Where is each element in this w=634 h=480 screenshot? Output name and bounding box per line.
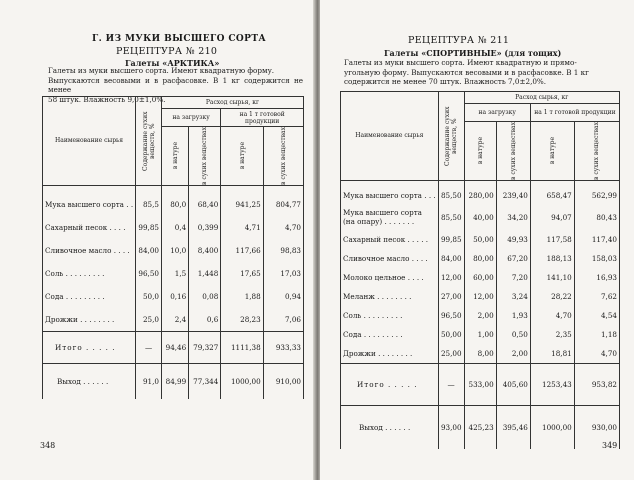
cell-name: Мука высшего сорта . .: [43, 193, 136, 216]
cell-dry: 85,50: [438, 204, 464, 230]
right-page: [320, 0, 634, 480]
cell-load-natural: 2,00: [464, 306, 496, 325]
cell-dry: 99,85: [136, 216, 162, 239]
cell-load-dry: 3,24: [496, 287, 530, 306]
cell-ton-dry: 933,33: [263, 331, 303, 363]
cell-ton-natural: 141,10: [530, 268, 574, 287]
cell-load-dry: 0,08: [189, 285, 221, 308]
cell-ton-natural: 94,07: [530, 204, 574, 230]
cell-name: Сахарный песок . . . .: [43, 216, 136, 239]
cell-ton-dry: 1,18: [574, 325, 619, 344]
cell-ton-natural: 28,22: [530, 287, 574, 306]
product-title: Галеты «СПОРТИВНЫЕ» (для тощих): [384, 48, 562, 58]
cell-ton-natural: 4,71: [221, 216, 263, 239]
cell-ton-natural: 117,58: [530, 230, 574, 249]
cell-dry: 84,00: [136, 239, 162, 262]
cell-name: Сода . . . . . . . . .: [341, 325, 439, 344]
cell-ton-natural: 1111,38: [221, 331, 263, 363]
total-label: Итого . . . . .: [43, 331, 136, 363]
table-row: [341, 344, 620, 363]
description-line: Галеты из муки высшего сорта. Имеют квадратную и прямо-: [344, 58, 577, 67]
header-consumption: Расход сырья, кг: [464, 92, 619, 104]
header-natural: в натуре: [476, 137, 484, 165]
cell-load-dry: 79,327: [189, 331, 221, 363]
cell-load-natural: 8,00: [464, 344, 496, 363]
cell-dry: 93,00: [438, 405, 464, 449]
cell-load-dry: 8,400: [189, 239, 221, 262]
cell-ton-natural: 1000,00: [530, 405, 574, 449]
cell-name: Сода . . . . . . . . .: [43, 285, 136, 308]
cell-name: Меланж . . . . . . . .: [341, 287, 439, 306]
cell-dry: 27,00: [438, 287, 464, 306]
output-label: Выход . . . . . .: [341, 405, 439, 449]
cell-dry: 25,0: [136, 308, 162, 331]
product-title: Галеты «АРКТИКА»: [125, 58, 220, 68]
cell-name: Дрожжи . . . . . . . .: [43, 308, 136, 331]
table-row: [341, 249, 620, 268]
cell-ton-dry: 158,03: [574, 249, 619, 268]
total-row: [43, 331, 304, 363]
output-row: [341, 405, 620, 449]
cell-dry: 25,00: [438, 344, 464, 363]
table-row: [43, 216, 304, 239]
cell-ton-dry: 117,40: [574, 230, 619, 249]
cell-load-natural: 80,00: [464, 249, 496, 268]
cell-ton-natural: 941,25: [221, 193, 263, 216]
description-line: Галеты из муки высшего сорта. Имеют квадратную форму.: [48, 66, 275, 75]
cell-ton-dry: 0,94: [263, 285, 303, 308]
page-number: 348: [40, 441, 56, 450]
cell-load-dry: 34,20: [496, 204, 530, 230]
cell-dry: —: [438, 363, 464, 405]
cell-name: Сахарный песок . . . . .: [341, 230, 439, 249]
recipe-description: [344, 58, 612, 87]
cell-ton-natural: 17,65: [221, 262, 263, 285]
header-natural: в натуре: [238, 142, 246, 170]
cell-name: Сливочное масло . . . .: [43, 239, 136, 262]
cell-dry: —: [136, 331, 162, 363]
cell-name: Молоко цельное . . . .: [341, 268, 439, 287]
cell-load-dry: 0,399: [189, 216, 221, 239]
cell-load-natural: 0,16: [161, 285, 188, 308]
cell-name: Дрожжи . . . . . . . .: [341, 344, 439, 363]
table-row: [341, 230, 620, 249]
total-row: [341, 363, 620, 405]
cell-ton-natural: 2,35: [530, 325, 574, 344]
table-row: [43, 239, 304, 262]
cell-load-dry: 395,46: [496, 405, 530, 449]
header-natural: в натуре: [171, 142, 179, 170]
cell-load-natural: 50,00: [464, 230, 496, 249]
cell-load-dry: 77,344: [189, 363, 221, 399]
cell-ton-dry: 953,82: [574, 363, 619, 405]
cell-load-natural: 0,4: [161, 216, 188, 239]
header-dry-content: Содержание сухих веществ, %: [141, 111, 156, 171]
recipe-table: [42, 96, 304, 399]
cell-ton-dry: 930,00: [574, 405, 619, 449]
table-row: [43, 285, 304, 308]
header-per-ton: на 1 т готовой продукции: [221, 109, 304, 127]
cell-dry: 50,00: [438, 325, 464, 344]
table-row: [341, 287, 620, 306]
cell-dry: 91,0: [136, 363, 162, 399]
cell-ton-dry: 7,62: [574, 287, 619, 306]
cell-dry: 96,50: [438, 306, 464, 325]
section-title: Г. ИЗ МУКИ ВЫСШЕГО СОРТА: [92, 34, 267, 44]
cell-name: Сливочное масло . . . .: [341, 249, 439, 268]
cell-load-natural: 10,0: [161, 239, 188, 262]
cell-ton-natural: 188,13: [530, 249, 574, 268]
cell-load-dry: 0,6: [189, 308, 221, 331]
header-dry-matter: в сухих веществах: [279, 127, 287, 185]
cell-load-dry: 2,00: [496, 344, 530, 363]
cell-load-natural: 2,4: [161, 308, 188, 331]
cell-name: Мука высшего сорта (на опару) . . . . . . .: [341, 204, 439, 230]
cell-load-natural: 40,00: [464, 204, 496, 230]
cell-ton-dry: 804,77: [263, 193, 303, 216]
cell-load-dry: 239,40: [496, 186, 530, 204]
cell-dry: 85,50: [438, 186, 464, 204]
cell-ton-dry: 7,06: [263, 308, 303, 331]
header-dry-matter: в сухих веществах: [201, 127, 209, 185]
cell-ton-dry: 4,70: [263, 216, 303, 239]
cell-load-dry: 1,93: [496, 306, 530, 325]
header-per-ton: на 1 т готовой продукции: [530, 104, 619, 122]
header-dry-content: Содержание сухих веществ, %: [444, 106, 459, 166]
output-label: Выход . . . . . .: [43, 363, 136, 399]
cell-load-natural: 425,23: [464, 405, 496, 449]
header-natural: в натуре: [548, 137, 556, 165]
table-row: [341, 204, 620, 230]
cell-ton-dry: 4,54: [574, 306, 619, 325]
total-label: Итого . . . . .: [341, 363, 439, 405]
header-dry-matter: в сухих веществах: [593, 122, 601, 180]
recipe-table: [340, 91, 620, 449]
description-line: 58 штук. Влажность 9,0±1,0%.: [48, 94, 166, 104]
cell-ton-natural: 18,81: [530, 344, 574, 363]
cell-dry: 50,0: [136, 285, 162, 308]
cell-ton-natural: 1253,43: [530, 363, 574, 405]
cell-load-dry: 67,20: [496, 249, 530, 268]
output-row: [43, 363, 304, 399]
left-page: [0, 0, 315, 480]
table-row: [341, 268, 620, 287]
table-row: [43, 193, 304, 216]
cell-ton-natural: 4,70: [530, 306, 574, 325]
table-row: [43, 262, 304, 285]
cell-ton-natural: 1,88: [221, 285, 263, 308]
cell-dry: 96,50: [136, 262, 162, 285]
cell-ton-natural: 117,66: [221, 239, 263, 262]
cell-load-dry: 0,50: [496, 325, 530, 344]
table-row: [341, 306, 620, 325]
header-dry-matter: в сухих веществах: [509, 122, 517, 180]
cell-dry: 84,00: [438, 249, 464, 268]
cell-ton-natural: 1000,00: [221, 363, 263, 399]
cell-ton-natural: 658,47: [530, 186, 574, 204]
header-raw-name: Наименование сырья: [43, 97, 136, 186]
cell-load-dry: 7,20: [496, 268, 530, 287]
cell-dry: 99,85: [438, 230, 464, 249]
recipe-title: РЕЦЕПТУРА № 211: [408, 35, 510, 46]
cell-load-natural: 60,00: [464, 268, 496, 287]
cell-load-natural: 1,5: [161, 262, 188, 285]
cell-load-dry: 405,60: [496, 363, 530, 405]
cell-dry: 12,00: [438, 268, 464, 287]
description-line: Выпускаются весовыми и в расфасовке. В 1 кг содержится не менее: [48, 75, 303, 95]
cell-ton-dry: 4,70: [574, 344, 619, 363]
cell-dry: 85,5: [136, 193, 162, 216]
cell-ton-natural: 28,23: [221, 308, 263, 331]
header-consumption: Расход сырья, кг: [161, 97, 303, 109]
cell-ton-dry: 16,93: [574, 268, 619, 287]
cell-load-dry: 1,448: [189, 262, 221, 285]
table-row: [341, 325, 620, 344]
cell-load-natural: 80,0: [161, 193, 188, 216]
cell-name: Мука высшего сорта . . .: [341, 186, 439, 204]
header-per-load: на загрузку: [464, 104, 530, 122]
table-row: [341, 186, 620, 204]
cell-name: Соль . . . . . . . . .: [43, 262, 136, 285]
table-row: [43, 308, 304, 331]
cell-load-natural: 533,00: [464, 363, 496, 405]
description-line: угольную форму. Выпускаются весовыми и в расфасовке. В 1 кг: [344, 67, 589, 77]
page-number: 349: [602, 441, 618, 450]
cell-load-natural: 94,46: [161, 331, 188, 363]
cell-ton-dry: 562,99: [574, 186, 619, 204]
cell-ton-dry: 80,43: [574, 204, 619, 230]
cell-load-dry: 49,93: [496, 230, 530, 249]
header-raw-name: Наименование сырья: [341, 92, 439, 181]
cell-ton-dry: 17,03: [263, 262, 303, 285]
cell-ton-dry: 910,00: [263, 363, 303, 399]
cell-load-natural: 12,00: [464, 287, 496, 306]
cell-load-dry: 68,40: [189, 193, 221, 216]
cell-load-natural: 1,00: [464, 325, 496, 344]
cell-name: Соль . . . . . . . . .: [341, 306, 439, 325]
cell-load-natural: 280,00: [464, 186, 496, 204]
header-per-load: на загрузку: [161, 109, 220, 127]
recipe-title: РЕЦЕПТУРА № 210: [116, 46, 218, 57]
cell-load-natural: 84,99: [161, 363, 188, 399]
cell-ton-dry: 98,83: [263, 239, 303, 262]
description-line: содержится не менее 70 штук. Влажность 7,0±2,0%.: [344, 77, 547, 87]
